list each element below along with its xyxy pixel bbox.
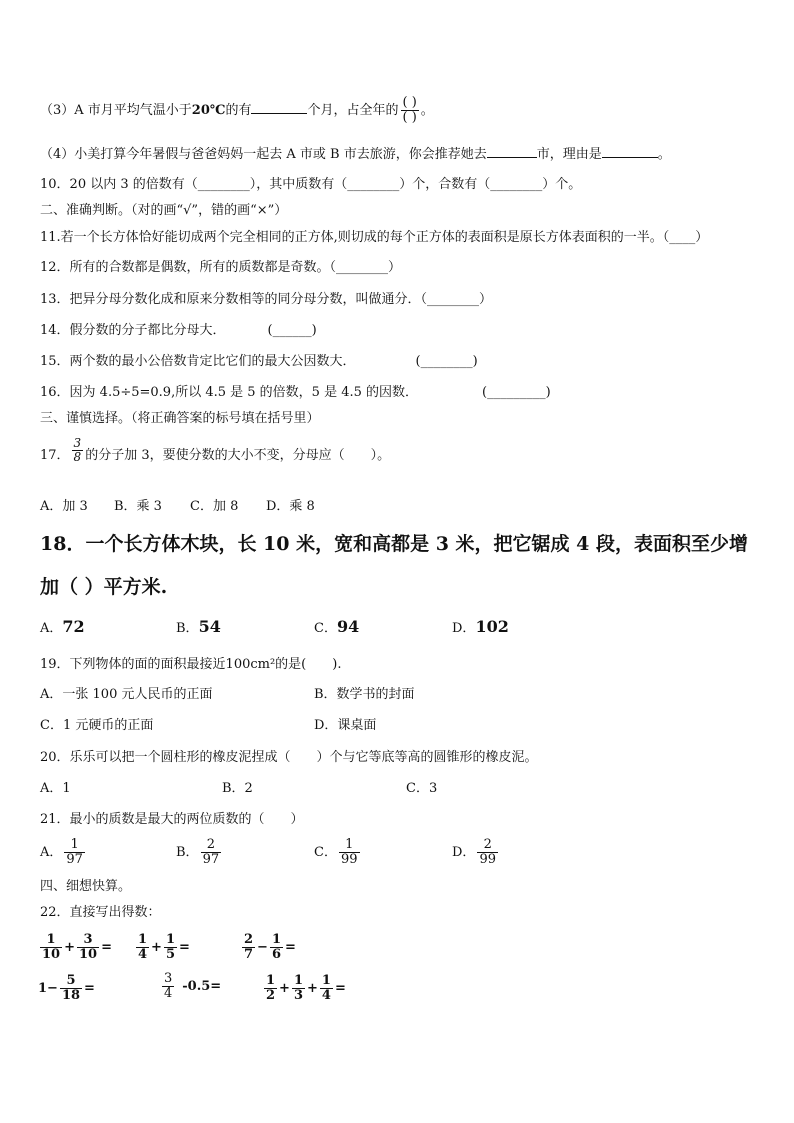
- frac-den: 8: [73, 450, 82, 464]
- q19-option-a[interactable]: A．一张 100 元人民币的正面: [40, 687, 213, 702]
- q17-option-d[interactable]: D．乘 8: [266, 499, 315, 514]
- fraction: [64, 838, 85, 867]
- question-13: 13．把异分母分数化成和原来分数相等的同分母分数，叫做通分．（________）: [40, 292, 493, 307]
- fraction: [320, 974, 333, 1003]
- option-value: 102: [475, 617, 509, 636]
- q20-option-b[interactable]: B．2: [222, 781, 253, 796]
- q18-option-a[interactable]: [40, 618, 85, 638]
- frac-num: 3: [73, 436, 82, 450]
- question-4: [40, 145, 671, 164]
- frac-den: 5: [165, 947, 175, 962]
- answer-blank[interactable]: [487, 145, 537, 158]
- fraction: [60, 974, 82, 1003]
- q14-text: 14．假分数的分子都比分母大．: [40, 323, 226, 338]
- expression-3: [240, 933, 296, 962]
- frac-num: ( ): [402, 95, 417, 110]
- question-14: [40, 322, 317, 340]
- frac-den: 10: [79, 947, 98, 962]
- expression-4: [38, 974, 95, 1003]
- frac-num: 1: [293, 973, 303, 988]
- question-21: 21．最小的质数是最大的两位质数的（ ）: [40, 812, 304, 827]
- fraction: [164, 933, 177, 962]
- option-value: 94: [336, 617, 360, 636]
- q17-option-c[interactable]: C．加 8: [190, 499, 239, 514]
- option-label: D．: [452, 845, 476, 860]
- frac-den: 4: [164, 986, 173, 1001]
- question-16: [40, 384, 551, 402]
- q20-option-c[interactable]: C．3: [406, 781, 438, 796]
- fraction: [72, 437, 84, 464]
- expression-rest: -0.5=: [182, 979, 222, 994]
- frac-num: 1: [165, 932, 175, 947]
- answer-paren[interactable]: (________): [415, 354, 478, 369]
- q15-text: 15．两个数的最小公倍数肯定比它们的最大公因数大．: [40, 354, 356, 369]
- frac-den: 6: [271, 947, 281, 962]
- q17-text: 的分子加 3，要使分数的大小不变，分母应（ ）。: [85, 448, 391, 463]
- operator: +: [151, 940, 162, 955]
- expression-5: [160, 972, 221, 1001]
- q3-text-after: 个月，占全年的: [307, 103, 399, 118]
- q18-option-d[interactable]: [452, 618, 509, 638]
- whole-number: 1: [38, 981, 48, 996]
- frac-num: 3: [164, 971, 173, 986]
- option-label: A．: [40, 845, 63, 860]
- equals-sign: =: [334, 981, 346, 996]
- question-15: [40, 353, 478, 371]
- operator: −: [47, 981, 58, 996]
- frac-den: 97: [66, 852, 83, 867]
- frac-num: 1: [266, 973, 276, 988]
- fraction: [477, 838, 498, 867]
- section-3-heading: 三、谨慎选择。（将正确答案的标号填在括号里）: [40, 411, 320, 426]
- q4-text-mid: 市，理由是: [536, 147, 602, 162]
- frac-den: 18: [61, 988, 81, 1003]
- fraction: [401, 96, 419, 125]
- q21-option-b[interactable]: [176, 838, 223, 867]
- expression-1: [38, 933, 112, 962]
- q19-option-b[interactable]: B．数学书的封面: [314, 687, 415, 702]
- frac-den: 10: [42, 947, 61, 962]
- q19-option-c[interactable]: C．1 元硬币的正面: [40, 718, 154, 733]
- fraction: [242, 933, 255, 962]
- equals-sign: =: [285, 940, 296, 955]
- option-value: 72: [62, 617, 85, 636]
- operator: −: [257, 940, 268, 955]
- option-label: C．: [314, 845, 337, 860]
- q17-number: 17．: [40, 448, 70, 463]
- q4-end: 。: [657, 147, 671, 162]
- question-10: 10．20 以内 3 的倍数有（________），其中质数有（________）个，合数有（________）个。: [40, 177, 582, 192]
- option-label: D．: [452, 621, 476, 636]
- option-label: B．: [176, 621, 199, 636]
- answer-paren[interactable]: (______): [267, 323, 317, 338]
- fraction: [77, 933, 99, 962]
- q17-option-a[interactable]: A．加 3: [40, 499, 88, 514]
- question-19: 19．下列物体的面的面积最接近100cm²的是( ).: [40, 657, 342, 672]
- frac-den: 4: [321, 988, 331, 1003]
- equals-sign: =: [179, 940, 190, 955]
- fraction: [136, 933, 149, 962]
- q18-option-c[interactable]: [314, 618, 359, 638]
- fraction: [339, 838, 360, 867]
- fraction: [201, 838, 222, 867]
- frac-den: ( ): [402, 110, 417, 125]
- q21-option-c[interactable]: [314, 838, 362, 867]
- q21-option-a[interactable]: [40, 838, 87, 867]
- question-17: [40, 437, 390, 464]
- answer-blank[interactable]: [251, 101, 307, 114]
- operator: +: [307, 981, 318, 996]
- operator: +: [64, 940, 75, 955]
- frac-den: 7: [244, 947, 254, 962]
- question-3: [40, 96, 434, 125]
- frac-num: 1: [271, 932, 281, 947]
- frac-num: 2: [201, 838, 222, 853]
- question-18-line-1: 18．一个长方体木块，长 10 米，宽和高都是 3 米，把它锯成 4 段，表面积至少增: [40, 533, 749, 555]
- fraction: [264, 974, 277, 1003]
- frac-num: 1: [64, 838, 85, 853]
- frac-num: 3: [77, 933, 99, 948]
- expression-6: [262, 974, 346, 1003]
- frac-den: 99: [340, 852, 358, 867]
- option-value: 54: [198, 617, 221, 636]
- frac-den: 99: [479, 852, 496, 867]
- fraction: [162, 972, 174, 1001]
- answer-blank[interactable]: [602, 145, 658, 158]
- expression-2: [134, 933, 190, 962]
- frac-num: 2: [244, 932, 254, 947]
- option-label: A．: [40, 621, 63, 636]
- q17-option-b[interactable]: B．乘 3: [114, 499, 162, 514]
- frac-den: 4: [138, 947, 148, 962]
- q3-text: （3）A 市月平均气温小于: [40, 103, 192, 118]
- equals-sign: =: [101, 940, 112, 955]
- question-11: 11.若一个长方体恰好能切成两个完全相同的正方体,则切成的每个正方体的表面积是原长方体表面积的一半。（____）: [40, 230, 709, 245]
- fraction: [40, 933, 62, 962]
- q4-text: （4）小美打算今年暑假与爸爸妈妈一起去 A 市或 B 市去旅游，你会推荐她去: [40, 147, 487, 162]
- question-12: 12．所有的合数都是偶数，所有的质数都是奇数。（________）: [40, 260, 402, 275]
- section-2-heading: 二、准确判断。（对的画“√”，错的画“×”）: [40, 203, 288, 218]
- option-label: B．: [176, 845, 199, 860]
- frac-den: 3: [293, 988, 303, 1003]
- frac-den: 97: [202, 852, 220, 867]
- fraction: [292, 974, 305, 1003]
- frac-den: 2: [266, 988, 276, 1003]
- q3-temp: 20℃: [191, 103, 226, 118]
- question-22: 22．直接写出得数：: [40, 905, 161, 920]
- frac-num: 1: [40, 933, 62, 948]
- q19-option-d[interactable]: D．课桌面: [314, 718, 377, 733]
- section-4-heading: 四、细想快算。: [40, 879, 132, 894]
- frac-num: 2: [477, 838, 498, 853]
- fraction: [270, 933, 283, 962]
- frac-num: 1: [339, 838, 360, 853]
- q16-text: 16．因为 4.5÷5=0.9,所以 4.5 是 5 的倍数，5 是 4.5 的因数．: [40, 385, 419, 400]
- q3-end: 。: [420, 103, 434, 118]
- answer-paren[interactable]: (_________): [482, 385, 551, 400]
- option-label: C．: [314, 621, 337, 636]
- frac-num: 1: [138, 932, 148, 947]
- question-18-line-2: 加（ ）平方米.: [40, 576, 168, 598]
- q20-option-a[interactable]: A．1: [40, 781, 71, 796]
- equals-sign: =: [84, 981, 95, 996]
- question-20: 20．乐乐可以把一个圆柱形的橡皮泥捏成（ ）个与它等底等高的圆锥形的橡皮泥。: [40, 750, 538, 765]
- frac-num: 5: [60, 974, 82, 989]
- operator: +: [279, 981, 290, 996]
- q18-option-b[interactable]: [176, 618, 221, 638]
- q3-text-mid: 的有: [225, 103, 252, 118]
- frac-num: 1: [321, 973, 331, 988]
- q21-option-d[interactable]: [452, 838, 500, 867]
